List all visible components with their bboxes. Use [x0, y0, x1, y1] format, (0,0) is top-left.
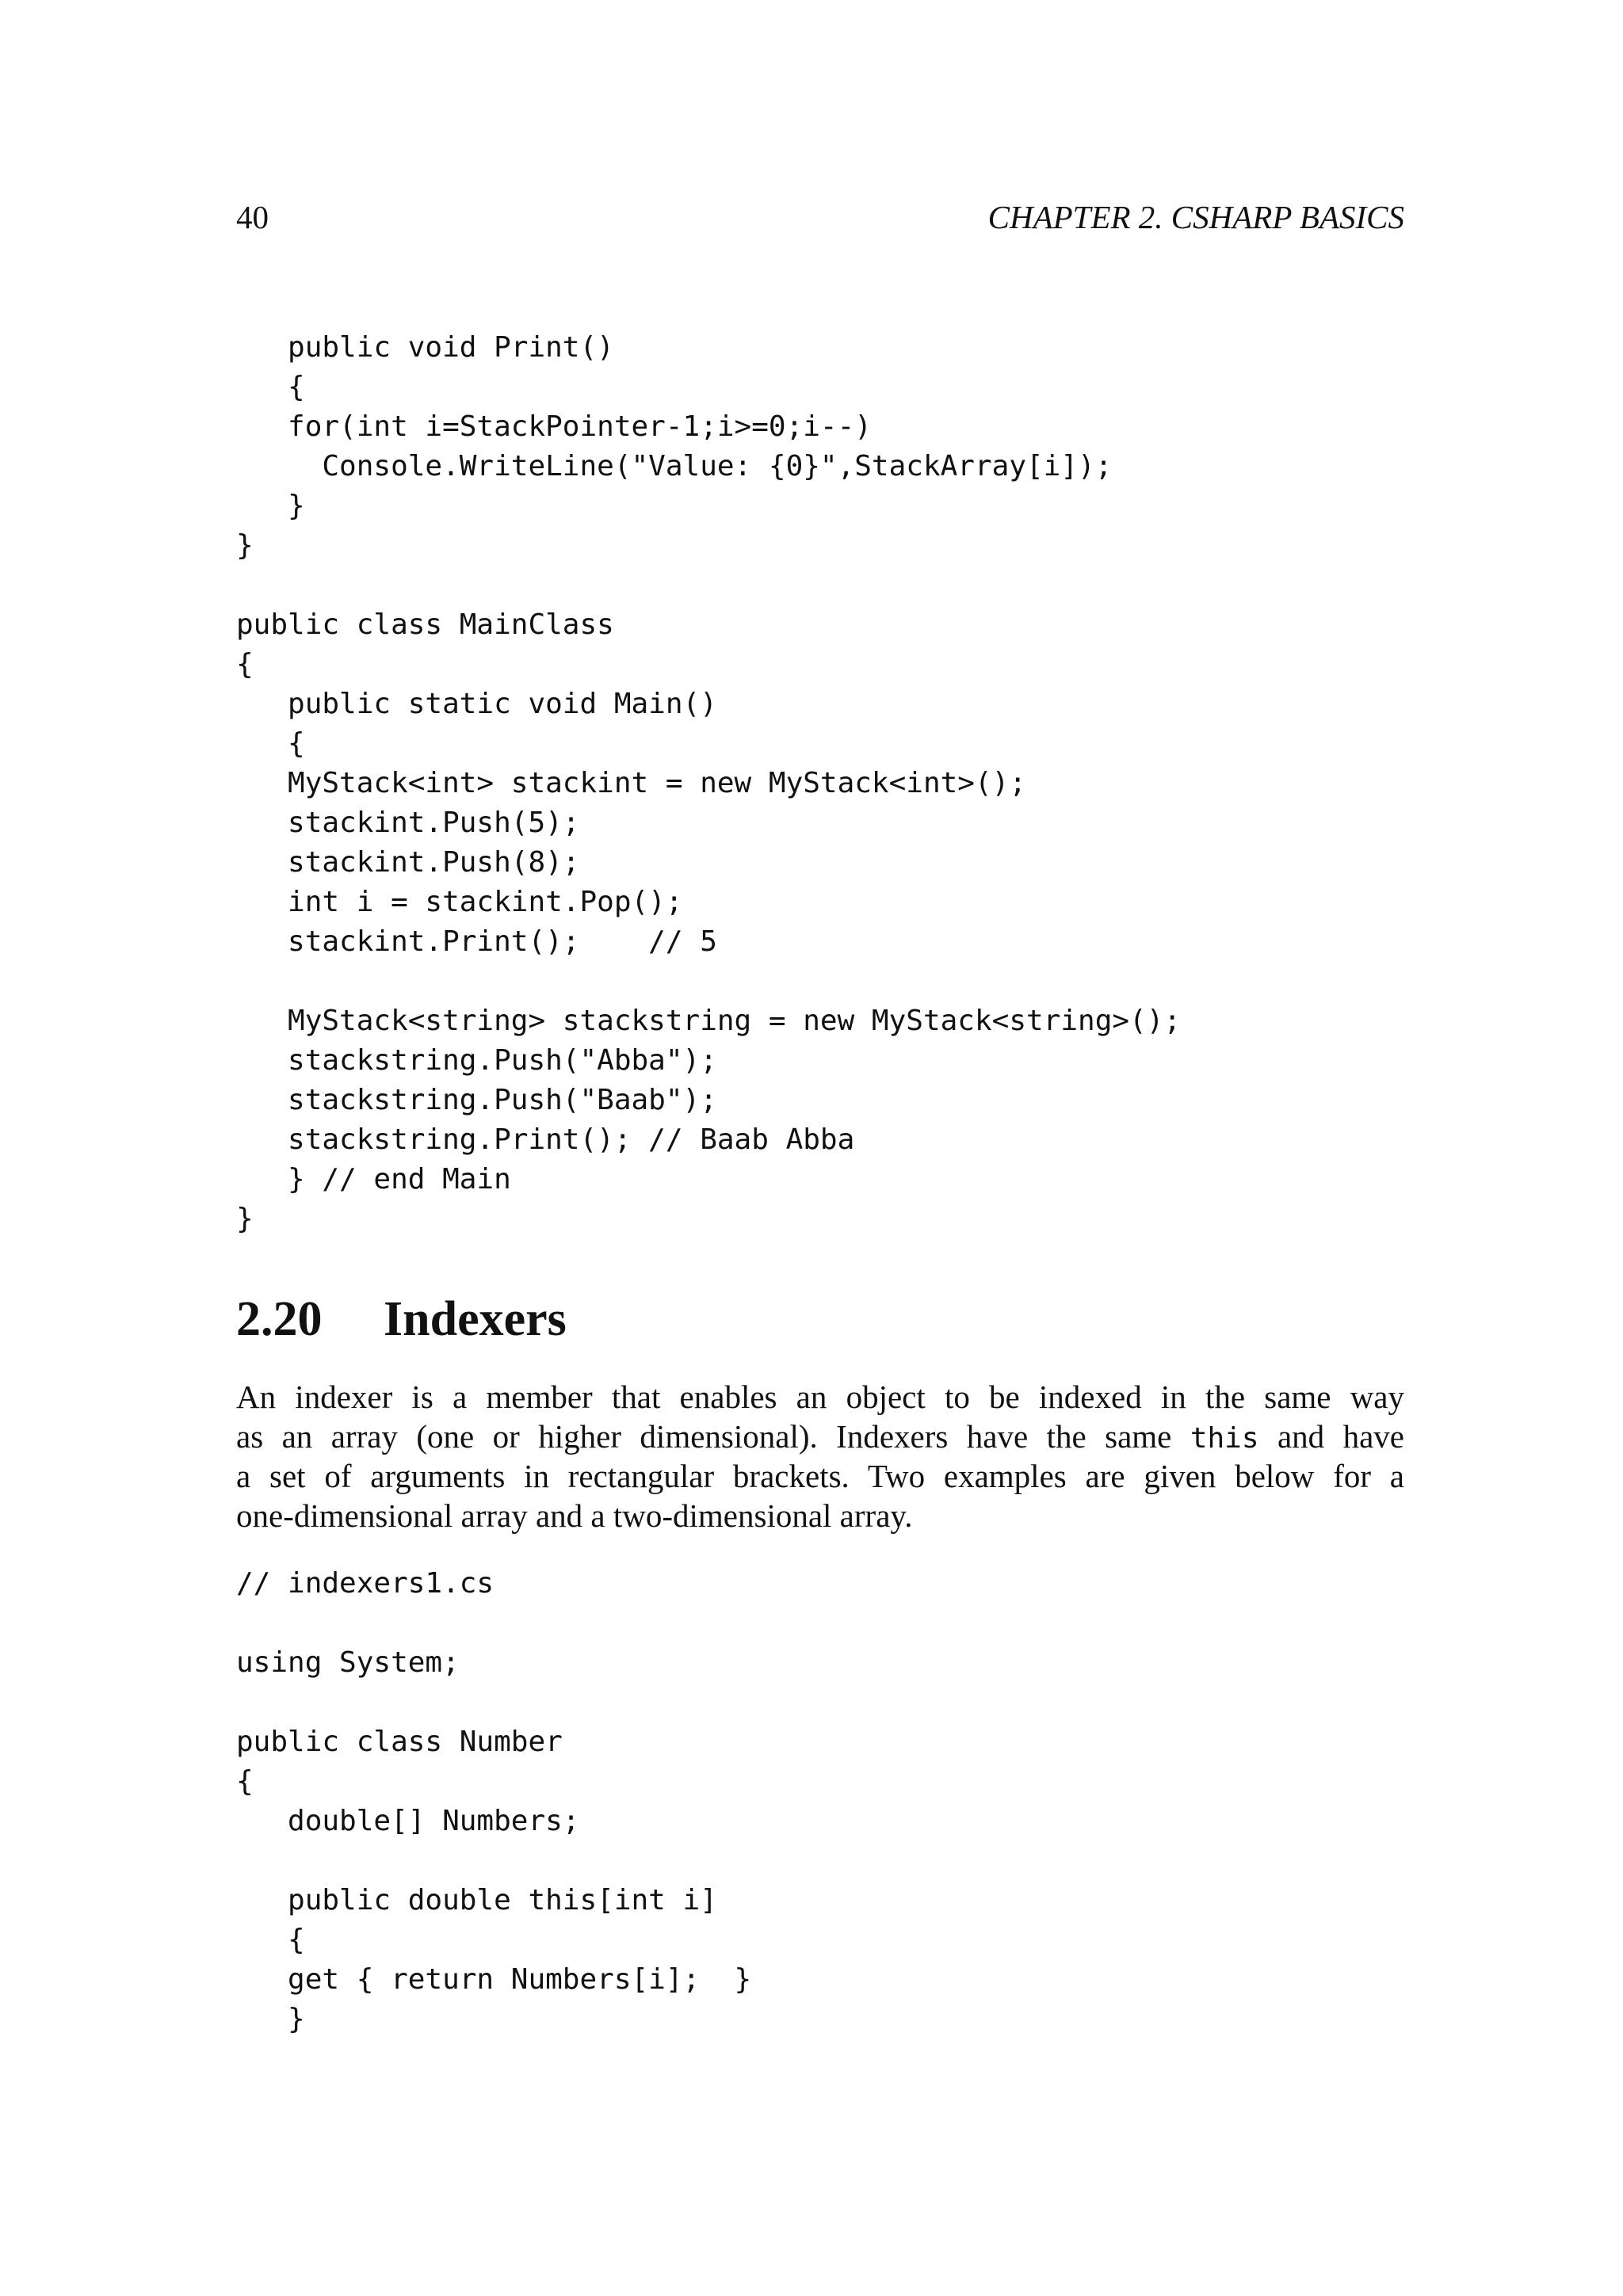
code-block-indexers1 [236, 1564, 751, 2039]
code-line: public double this[int i] [236, 1884, 717, 1917]
code-line [236, 566, 1181, 605]
code-line: } [236, 529, 254, 562]
code-line: { [236, 371, 305, 403]
paragraph-line: one-dimensional array and a two-dimensional array. [236, 1497, 913, 1534]
chapter-title: CHAPTER 2. CSHARP BASICS [987, 199, 1404, 235]
paragraph-line [236, 1417, 1404, 1456]
code-line: } [236, 1203, 254, 1235]
code-line: get { return Numbers[i]; } [236, 1963, 752, 1996]
paragraph-text: and have [1277, 1418, 1404, 1455]
code-line: { [236, 1924, 305, 1956]
running-header [236, 198, 1404, 246]
code-line: } [236, 490, 305, 522]
code-line: // indexers1.cs [236, 1567, 495, 1600]
code-line: Console.WriteLine("Value: {0}",StackArray[i]); [236, 450, 1113, 482]
code-line: stackint.Print(); // 5 [236, 925, 717, 958]
code-block-stack-example [236, 328, 1181, 1239]
section-number: 2.20 [236, 1292, 323, 1346]
inline-code-this: this [1190, 1422, 1259, 1455]
code-line: public class Number [236, 1726, 563, 1758]
code-line: int i = stackint.Pop(); [236, 886, 683, 918]
code-line: { [236, 648, 254, 681]
section-heading [236, 1287, 567, 1351]
code-line: stackint.Push(8); [236, 846, 580, 879]
code-line: double[] Numbers; [236, 1805, 580, 1837]
page-number: 40 [236, 199, 269, 235]
code-line: stackint.Push(5); [236, 807, 580, 839]
code-line: stackstring.Push("Baab"); [236, 1084, 717, 1116]
code-line: public void Print() [236, 331, 614, 364]
code-line: public class MainClass [236, 608, 614, 641]
body-paragraph [236, 1377, 1404, 1535]
code-line [236, 962, 1181, 1001]
paragraph-text: as an array (one or higher dimensional). Indexers have the same [236, 1418, 1172, 1455]
code-line [236, 1841, 751, 1881]
code-line: } [236, 2003, 305, 2035]
code-line: using System; [236, 1646, 460, 1679]
code-line: MyStack<string> stackstring = new MyStack<string>(); [236, 1005, 1182, 1037]
code-line: { [236, 1765, 254, 1798]
paragraph-line: An indexer is a member that enables an object to be indexed in the same way [236, 1379, 1404, 1415]
code-line: stackstring.Print(); // Baab Abba [236, 1123, 855, 1156]
code-line: } // end Main [236, 1163, 511, 1196]
section-title: Indexers [384, 1292, 567, 1346]
code-line: { [236, 727, 305, 760]
code-line [236, 1604, 751, 1643]
paragraph-line: a set of arguments in rectangular brackets. Two examples are given below for a [236, 1458, 1404, 1494]
code-line: public static void Main() [236, 688, 717, 720]
code-line [236, 1683, 751, 1722]
code-line: for(int i=StackPointer-1;i>=0;i--) [236, 410, 872, 443]
code-line: MyStack<int> stackint = new MyStack<int>(); [236, 767, 1026, 799]
code-line: stackstring.Push("Abba"); [236, 1044, 717, 1077]
